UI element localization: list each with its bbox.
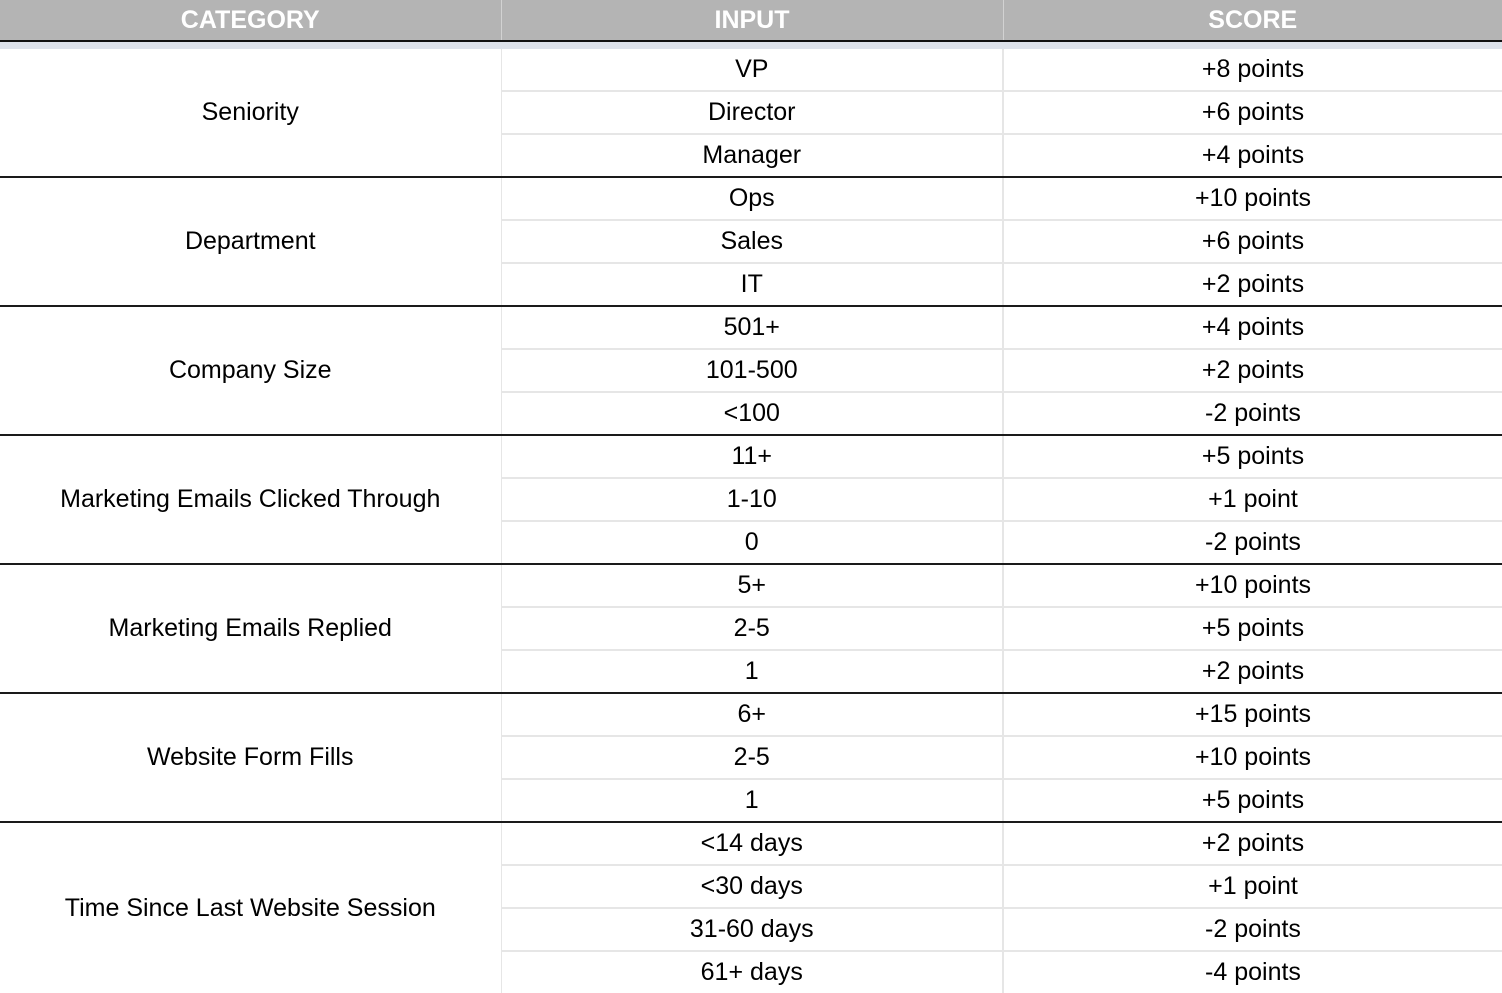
input-cell: 6+ (501, 693, 1003, 736)
input-cell: Ops (501, 177, 1003, 220)
score-cell: +4 points (1003, 306, 1502, 349)
table-row (0, 306, 1502, 349)
table-row (0, 49, 1502, 91)
input-cell: 11+ (501, 435, 1003, 478)
score-cell: +2 points (1003, 349, 1502, 392)
input-cell: 2-5 (501, 607, 1003, 650)
category-cell: Time Since Last Website Session (0, 822, 501, 993)
column-header-category: CATEGORY (0, 0, 501, 41)
score-cell: +15 points (1003, 693, 1502, 736)
score-cell: +10 points (1003, 736, 1502, 779)
category-cell: Department (0, 177, 501, 306)
input-cell: 5+ (501, 564, 1003, 607)
input-cell: Sales (501, 220, 1003, 263)
score-cell: -4 points (1205, 958, 1301, 986)
table-body (0, 41, 1502, 993)
score-cell: +2 points (1003, 822, 1502, 865)
table-header (0, 0, 1502, 41)
input-cell: 31-60 days (501, 908, 1003, 951)
column-header-score: SCORE (1003, 0, 1502, 41)
header-row (0, 0, 1502, 41)
score-cell: +6 points (1003, 220, 1502, 263)
input-cell: 0 (501, 521, 1003, 564)
input-cell: 101-500 (501, 349, 1003, 392)
score-cell: +10 points (1003, 177, 1502, 220)
score-cell: +5 points (1003, 779, 1502, 822)
score-cell: +8 points (1003, 49, 1502, 91)
input-cell: 1 (501, 779, 1003, 822)
score-cell: -2 points (1003, 521, 1502, 564)
input-cell: Director (501, 91, 1003, 134)
header-spacer-cell (0, 41, 1502, 49)
score-cell: +6 points (1003, 91, 1502, 134)
table-row (0, 177, 1502, 220)
category-cell: Marketing Emails Clicked Through (0, 435, 501, 564)
input-cell: <100 (501, 392, 1003, 435)
category-cell: Website Form Fills (0, 693, 501, 822)
table-row (0, 564, 1502, 607)
input-cell: <14 days (501, 822, 1003, 865)
input-cell: <30 days (501, 865, 1003, 908)
score-cell: +1 point (1003, 865, 1502, 908)
score-cell: +4 points (1003, 134, 1502, 177)
score-cell: +2 points (1003, 263, 1502, 306)
score-cell: +5 points (1003, 607, 1502, 650)
input-cell: 61+ days (501, 951, 1003, 993)
table-row (0, 693, 1502, 736)
input-cell: Manager (501, 134, 1003, 177)
score-cell: -2 points (1003, 392, 1502, 435)
table-row (0, 435, 1502, 478)
category-cell: Seniority (0, 49, 501, 177)
table-row (0, 822, 1502, 865)
input-cell: VP (501, 49, 1003, 91)
score-cell: +10 points (1003, 564, 1502, 607)
score-cell: -2 points (1003, 908, 1502, 951)
header-spacer (0, 41, 1502, 49)
input-cell: IT (501, 263, 1003, 306)
category-cell: Company Size (0, 306, 501, 435)
input-cell: 501+ (501, 306, 1003, 349)
input-cell: 1 (501, 650, 1003, 693)
score-cell: +2 points (1003, 650, 1502, 693)
score-cell: +1 point (1003, 478, 1502, 521)
input-cell: 1-10 (501, 478, 1003, 521)
input-cell: 2-5 (501, 736, 1003, 779)
column-header-input: INPUT (501, 0, 1003, 41)
category-cell: Marketing Emails Replied (0, 564, 501, 693)
score-cell: +5 points (1003, 435, 1502, 478)
